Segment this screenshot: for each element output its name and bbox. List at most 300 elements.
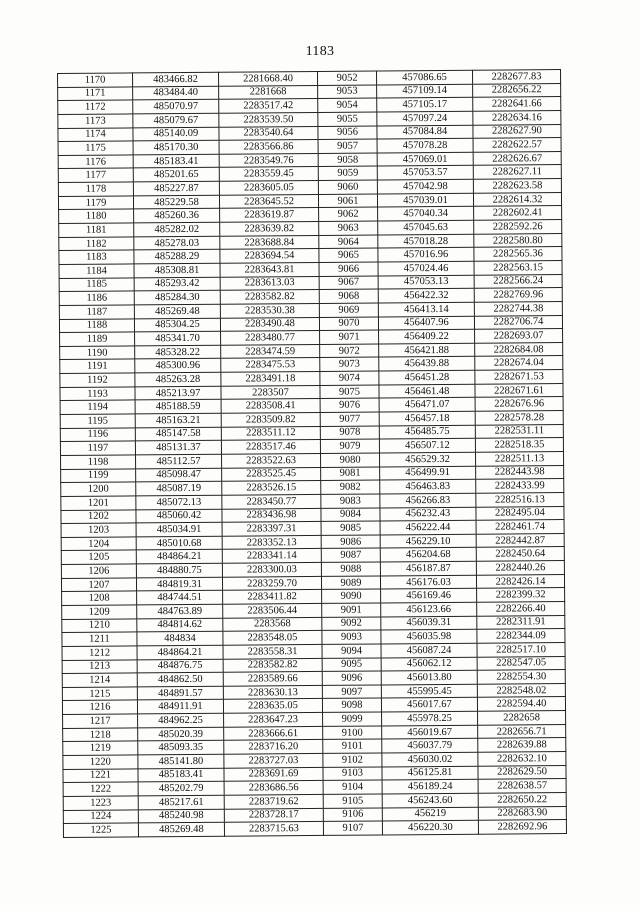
y-coord-b-cell: 2282531.11 xyxy=(475,424,563,438)
point-no-a-cell: 1191 xyxy=(60,359,135,373)
x-coord-a-cell: 485304.25 xyxy=(134,318,220,332)
x-coord-b-cell: 456037.79 xyxy=(382,739,478,753)
x-coord-a-cell: 485163.21 xyxy=(135,413,221,427)
point-no-a-cell: 1213 xyxy=(62,659,137,673)
x-coord-a-cell: 485147.58 xyxy=(135,427,221,441)
x-coord-a-cell: 484864.21 xyxy=(137,645,223,659)
x-coord-b-cell: 456232.43 xyxy=(380,507,476,521)
point-no-a-cell: 1182 xyxy=(59,237,134,251)
y-coord-a-cell: 2283645.52 xyxy=(219,194,318,208)
x-coord-b-cell: 456529.32 xyxy=(379,452,475,466)
x-coord-a-cell: 484763.89 xyxy=(137,604,223,618)
point-no-b-cell: 9093 xyxy=(322,630,381,644)
y-coord-b-cell: 2282629.50 xyxy=(478,765,566,779)
y-coord-a-cell: 2283558.31 xyxy=(223,644,322,658)
x-coord-b-cell: 457086.65 xyxy=(376,70,472,84)
point-no-a-cell: 1220 xyxy=(63,755,138,769)
y-coord-a-cell: 2283540.64 xyxy=(219,126,318,140)
y-coord-a-cell: 2283716.20 xyxy=(224,740,323,754)
x-coord-b-cell: 457042.98 xyxy=(377,179,473,193)
x-coord-b-cell: 456189.24 xyxy=(382,780,478,794)
point-no-b-cell: 9086 xyxy=(321,535,380,549)
point-no-a-cell: 1173 xyxy=(58,114,133,128)
x-coord-a-cell: 485020.39 xyxy=(138,727,224,741)
y-coord-a-cell: 2283549.76 xyxy=(219,153,318,167)
x-coord-a-cell: 485070.97 xyxy=(133,100,219,114)
point-no-b-cell: 9098 xyxy=(322,698,381,712)
y-coord-b-cell: 2282632.10 xyxy=(478,752,566,766)
point-no-b-cell: 9065 xyxy=(319,248,378,262)
x-coord-a-cell: 485284.30 xyxy=(134,290,220,304)
x-coord-b-cell: 457097.24 xyxy=(377,111,473,125)
x-coord-a-cell: 483484.40 xyxy=(133,86,219,100)
x-coord-a-cell: 485131.37 xyxy=(135,441,221,455)
x-coord-a-cell: 485202.79 xyxy=(138,782,224,796)
point-no-a-cell: 1171 xyxy=(58,87,133,101)
point-no-b-cell: 9058 xyxy=(318,153,377,167)
x-coord-a-cell: 485098.47 xyxy=(136,468,222,482)
y-coord-a-cell: 2283259.70 xyxy=(222,576,321,590)
y-coord-a-cell: 2283517.46 xyxy=(221,440,320,454)
point-no-b-cell: 9088 xyxy=(321,562,380,576)
y-coord-a-cell: 2283530.38 xyxy=(220,303,319,317)
y-coord-b-cell: 2282674.04 xyxy=(475,356,563,370)
y-coord-b-cell: 2282516.13 xyxy=(476,492,564,506)
point-no-b-cell: 9107 xyxy=(323,821,382,835)
y-coord-a-cell: 2283694.54 xyxy=(220,249,319,263)
x-coord-a-cell: 485293.42 xyxy=(134,277,220,291)
x-coord-a-cell: 484819.31 xyxy=(136,577,222,591)
y-coord-b-cell: 2282495.04 xyxy=(476,506,564,520)
y-coord-a-cell: 2283525.45 xyxy=(222,467,321,481)
point-no-a-cell: 1208 xyxy=(62,591,137,605)
point-no-a-cell: 1172 xyxy=(58,100,133,114)
y-coord-b-cell: 2282594.40 xyxy=(477,697,565,711)
y-coord-b-cell: 2282461.74 xyxy=(476,520,564,534)
point-no-a-cell: 1194 xyxy=(60,400,135,414)
x-coord-a-cell: 484834 xyxy=(137,631,223,645)
point-no-b-cell: 9067 xyxy=(319,276,378,290)
point-no-b-cell: 9063 xyxy=(319,221,378,235)
y-coord-a-cell: 2283639.82 xyxy=(220,221,319,235)
x-coord-b-cell: 456266.83 xyxy=(380,493,476,507)
y-coord-a-cell: 2283589.66 xyxy=(223,672,322,686)
x-coord-a-cell: 485170.30 xyxy=(133,140,219,154)
point-no-a-cell: 1193 xyxy=(60,387,135,401)
y-coord-b-cell: 2282656.22 xyxy=(473,83,561,97)
y-coord-b-cell: 2282602.41 xyxy=(474,206,562,220)
y-coord-b-cell: 2282399.32 xyxy=(477,588,565,602)
point-no-a-cell: 1210 xyxy=(62,619,137,633)
point-no-a-cell: 1222 xyxy=(63,782,138,796)
point-no-b-cell: 9074 xyxy=(320,371,379,385)
point-no-b-cell: 9084 xyxy=(321,507,380,521)
point-no-a-cell: 1221 xyxy=(63,769,138,783)
point-no-a-cell: 1215 xyxy=(62,687,137,701)
point-no-a-cell: 1224 xyxy=(63,809,138,823)
x-coord-b-cell: 457045.63 xyxy=(378,220,474,234)
y-coord-b-cell: 2282266.40 xyxy=(477,602,565,616)
y-coord-b-cell: 2282706.74 xyxy=(474,315,562,329)
y-coord-b-cell: 2282627.11 xyxy=(473,165,561,179)
y-coord-a-cell: 2283509.82 xyxy=(221,412,320,426)
x-coord-b-cell: 457084.84 xyxy=(377,125,473,139)
y-coord-a-cell: 2283475.53 xyxy=(221,358,320,372)
x-coord-b-cell: 456413.14 xyxy=(378,302,474,316)
y-coord-a-cell: 2283548.05 xyxy=(223,631,322,645)
y-coord-a-cell: 2283522.63 xyxy=(221,453,320,467)
point-no-b-cell: 9061 xyxy=(318,194,377,208)
x-coord-b-cell: 457109.14 xyxy=(377,84,473,98)
y-coord-b-cell: 2282641.66 xyxy=(473,97,561,111)
point-no-b-cell: 9104 xyxy=(323,780,382,794)
x-coord-b-cell: 456507.12 xyxy=(379,439,475,453)
point-no-b-cell: 9090 xyxy=(322,589,381,603)
point-no-a-cell: 1181 xyxy=(59,223,134,237)
point-no-a-cell: 1217 xyxy=(63,714,138,728)
point-no-a-cell: 1206 xyxy=(61,564,136,578)
point-no-b-cell: 9106 xyxy=(323,808,382,822)
x-coord-a-cell: 485263.28 xyxy=(135,372,221,386)
y-coord-a-cell: 2283568 xyxy=(223,617,322,631)
x-coord-a-cell: 485010.68 xyxy=(136,536,222,550)
point-no-b-cell: 9091 xyxy=(322,603,381,617)
y-coord-b-cell: 2282634.16 xyxy=(473,110,561,124)
y-coord-b-cell: 2282517.10 xyxy=(477,642,565,656)
point-no-b-cell: 9092 xyxy=(322,617,381,631)
point-no-b-cell: 9097 xyxy=(322,685,381,699)
x-coord-b-cell: 456409.22 xyxy=(379,329,475,343)
x-coord-b-cell: 456421.88 xyxy=(379,343,475,357)
y-coord-b-cell: 2282511.13 xyxy=(475,451,563,465)
point-no-b-cell: 9099 xyxy=(323,712,382,726)
x-coord-b-cell: 456439.88 xyxy=(379,357,475,371)
x-coord-a-cell: 485213.97 xyxy=(135,386,221,400)
point-no-a-cell: 1176 xyxy=(58,155,133,169)
x-coord-b-cell: 456461.48 xyxy=(379,384,475,398)
x-coord-a-cell: 485260.36 xyxy=(134,209,220,223)
x-coord-a-cell: 484962.25 xyxy=(138,713,224,727)
x-coord-a-cell: 484862.50 xyxy=(137,672,223,686)
y-coord-a-cell: 2283582.82 xyxy=(220,290,319,304)
point-no-b-cell: 9083 xyxy=(321,494,380,508)
y-coord-a-cell: 2283727.03 xyxy=(224,753,323,767)
y-coord-a-cell: 2283517.42 xyxy=(219,99,318,113)
point-no-b-cell: 9064 xyxy=(319,235,378,249)
x-coord-a-cell: 485282.02 xyxy=(134,222,220,236)
y-coord-a-cell: 2283491.18 xyxy=(221,372,320,386)
point-no-b-cell: 9096 xyxy=(322,671,381,685)
x-coord-b-cell: 456062.12 xyxy=(381,657,477,671)
x-coord-a-cell: 484876.75 xyxy=(137,659,223,673)
table-row xyxy=(63,820,566,838)
y-coord-a-cell: 2283436.98 xyxy=(222,508,321,522)
point-no-a-cell: 1179 xyxy=(58,196,133,210)
y-coord-b-cell: 2282443.98 xyxy=(476,465,564,479)
point-no-b-cell: 9054 xyxy=(318,98,377,112)
point-no-a-cell: 1196 xyxy=(60,428,135,442)
point-no-a-cell: 1197 xyxy=(60,441,135,455)
y-coord-b-cell: 2282440.26 xyxy=(476,561,564,575)
x-coord-b-cell: 456187.87 xyxy=(380,561,476,575)
point-no-b-cell: 9079 xyxy=(320,439,379,453)
point-no-b-cell: 9081 xyxy=(321,467,380,481)
y-coord-b-cell: 2282623.58 xyxy=(473,179,561,193)
x-coord-b-cell: 456013.80 xyxy=(381,670,477,684)
point-no-b-cell: 9052 xyxy=(317,71,376,85)
point-no-a-cell: 1198 xyxy=(61,455,136,469)
point-no-b-cell: 9087 xyxy=(321,548,380,562)
y-coord-b-cell: 2282450.64 xyxy=(476,547,564,561)
point-no-b-cell: 9080 xyxy=(320,453,379,467)
y-coord-b-cell: 2282650.22 xyxy=(478,792,566,806)
x-coord-a-cell: 485288.29 xyxy=(134,250,220,264)
x-coord-b-cell: 456463.83 xyxy=(380,479,476,493)
x-coord-b-cell: 456407.96 xyxy=(378,316,474,330)
x-coord-a-cell: 484880.75 xyxy=(136,563,222,577)
point-no-a-cell: 1178 xyxy=(58,182,133,196)
x-coord-a-cell: 484814.62 xyxy=(137,618,223,632)
x-coord-b-cell: 457053.13 xyxy=(378,275,474,289)
y-coord-b-cell: 2282639.88 xyxy=(478,738,566,752)
y-coord-b-cell: 2282626.67 xyxy=(473,151,561,165)
point-no-b-cell: 9105 xyxy=(323,794,382,808)
point-no-a-cell: 1223 xyxy=(63,796,138,810)
y-coord-a-cell: 2281668.40 xyxy=(218,71,317,85)
y-coord-b-cell: 2282614.32 xyxy=(473,192,561,206)
x-coord-a-cell: 485141.80 xyxy=(138,754,224,768)
x-coord-b-cell: 456087.24 xyxy=(381,643,477,657)
y-coord-b-cell: 2282627.90 xyxy=(473,124,561,138)
x-coord-a-cell: 485093.35 xyxy=(138,741,224,755)
x-coord-a-cell: 485140.09 xyxy=(133,127,219,141)
y-coord-b-cell: 2282578.28 xyxy=(475,411,563,425)
point-no-b-cell: 9078 xyxy=(320,426,379,440)
point-no-b-cell: 9055 xyxy=(318,112,377,126)
x-coord-a-cell: 485183.41 xyxy=(133,154,219,168)
point-no-b-cell: 9089 xyxy=(321,576,380,590)
point-no-a-cell: 1180 xyxy=(59,209,134,223)
x-coord-b-cell: 456222.44 xyxy=(380,520,476,534)
x-coord-a-cell: 484744.51 xyxy=(137,591,223,605)
y-coord-b-cell: 2282565.36 xyxy=(474,247,562,261)
point-no-b-cell: 9102 xyxy=(323,753,382,767)
point-no-b-cell: 9068 xyxy=(319,289,378,303)
point-no-a-cell: 1189 xyxy=(60,332,135,346)
x-coord-b-cell: 456125.81 xyxy=(382,766,478,780)
y-coord-a-cell: 2283341.14 xyxy=(222,549,321,563)
point-no-a-cell: 1199 xyxy=(61,468,136,482)
x-coord-b-cell: 457105.17 xyxy=(377,98,473,112)
point-no-a-cell: 1183 xyxy=(59,250,134,264)
x-coord-b-cell: 457069.01 xyxy=(377,152,473,166)
y-coord-b-cell: 2282433.99 xyxy=(476,479,564,493)
x-coord-a-cell: 485201.65 xyxy=(133,168,219,182)
y-coord-a-cell: 2283728.17 xyxy=(224,808,323,822)
x-coord-b-cell: 456219 xyxy=(382,807,478,821)
point-no-b-cell: 9057 xyxy=(318,139,377,153)
x-coord-b-cell: 456471.07 xyxy=(379,398,475,412)
y-coord-b-cell: 2282744.38 xyxy=(474,301,562,315)
point-no-a-cell: 1216 xyxy=(62,700,137,714)
x-coord-a-cell: 485269.48 xyxy=(134,304,220,318)
y-coord-b-cell: 2282638.57 xyxy=(478,779,566,793)
x-coord-b-cell: 456019.67 xyxy=(382,725,478,739)
x-coord-a-cell: 483466.82 xyxy=(133,72,219,86)
y-coord-a-cell: 2283630.13 xyxy=(223,685,322,699)
y-coord-a-cell: 2283566.86 xyxy=(219,140,318,154)
point-no-a-cell: 1188 xyxy=(59,318,134,332)
y-coord-a-cell: 2283539.50 xyxy=(219,112,318,126)
y-coord-a-cell: 2283582.82 xyxy=(223,658,322,672)
point-no-a-cell: 1187 xyxy=(59,305,134,319)
y-coord-a-cell: 2283605.05 xyxy=(219,181,318,195)
y-coord-a-cell: 2283300.03 xyxy=(222,563,321,577)
y-coord-b-cell: 2282769.96 xyxy=(474,288,562,302)
x-coord-a-cell: 485229.58 xyxy=(133,195,219,209)
point-no-b-cell: 9075 xyxy=(320,385,379,399)
x-coord-b-cell: 457024.46 xyxy=(378,261,474,275)
x-coord-a-cell: 485079.67 xyxy=(133,113,219,127)
x-coord-b-cell: 456017.67 xyxy=(381,698,477,712)
y-coord-a-cell: 2283508.41 xyxy=(221,399,320,413)
x-coord-a-cell: 485183.41 xyxy=(138,768,224,782)
y-coord-a-cell: 2283635.05 xyxy=(223,699,322,713)
y-coord-b-cell: 2282426.14 xyxy=(476,574,564,588)
x-coord-a-cell: 485227.87 xyxy=(133,181,219,195)
y-coord-b-cell: 2282344.09 xyxy=(477,629,565,643)
y-coord-a-cell: 2283474.59 xyxy=(221,344,320,358)
point-no-b-cell: 9059 xyxy=(318,166,377,180)
point-no-a-cell: 1170 xyxy=(58,73,133,87)
point-no-a-cell: 1219 xyxy=(63,741,138,755)
y-coord-a-cell: 2283619.87 xyxy=(220,208,319,222)
x-coord-a-cell: 485240.98 xyxy=(138,809,224,823)
y-coord-b-cell: 2282592.26 xyxy=(474,220,562,234)
y-coord-b-cell: 2282580.80 xyxy=(474,233,562,247)
y-coord-a-cell: 2283691.69 xyxy=(224,767,323,781)
y-coord-b-cell: 2282671.61 xyxy=(475,383,563,397)
y-coord-a-cell: 2283647.23 xyxy=(224,713,323,727)
point-no-b-cell: 9094 xyxy=(322,644,381,658)
point-no-b-cell: 9069 xyxy=(319,303,378,317)
y-coord-b-cell: 2282684.08 xyxy=(475,342,563,356)
x-coord-b-cell: 456030.02 xyxy=(382,752,478,766)
y-coord-b-cell: 2282683.90 xyxy=(478,806,566,820)
x-coord-a-cell: 484891.57 xyxy=(137,686,223,700)
x-coord-b-cell: 456457.18 xyxy=(379,411,475,425)
coordinate-table xyxy=(57,69,567,838)
x-coord-a-cell: 485300.96 xyxy=(135,359,221,373)
point-no-a-cell: 1214 xyxy=(62,673,137,687)
point-no-a-cell: 1184 xyxy=(59,264,134,278)
x-coord-b-cell: 456204.68 xyxy=(380,548,476,562)
y-coord-a-cell: 2283490.48 xyxy=(220,317,319,331)
x-coord-b-cell: 456229.10 xyxy=(380,534,476,548)
x-coord-a-cell: 485278.03 xyxy=(134,236,220,250)
point-no-b-cell: 9085 xyxy=(321,521,380,535)
point-no-a-cell: 1207 xyxy=(61,578,136,592)
point-no-b-cell: 9060 xyxy=(318,180,377,194)
x-coord-a-cell: 485188.59 xyxy=(135,400,221,414)
x-coord-a-cell: 485087.19 xyxy=(136,481,222,495)
point-no-b-cell: 9056 xyxy=(318,126,377,140)
point-no-b-cell: 9095 xyxy=(322,658,381,672)
y-coord-a-cell: 2283686.56 xyxy=(224,781,323,795)
y-coord-a-cell: 2283480.77 xyxy=(221,331,320,345)
y-coord-b-cell: 2282671.53 xyxy=(475,370,563,384)
y-coord-a-cell: 2283506.44 xyxy=(223,603,322,617)
x-coord-a-cell: 484911.91 xyxy=(137,700,223,714)
y-coord-b-cell: 2282693.07 xyxy=(475,329,563,343)
x-coord-b-cell: 456220.30 xyxy=(382,820,478,834)
y-coord-a-cell: 2283643.81 xyxy=(220,262,319,276)
point-no-b-cell: 9103 xyxy=(323,767,382,781)
y-coord-a-cell: 2283507 xyxy=(221,385,320,399)
point-no-a-cell: 1195 xyxy=(60,414,135,428)
y-coord-b-cell: 2282563.15 xyxy=(474,261,562,275)
y-coord-a-cell: 2283352.13 xyxy=(222,535,321,549)
point-no-a-cell: 1203 xyxy=(61,523,136,537)
x-coord-a-cell: 485060.42 xyxy=(136,509,222,523)
y-coord-b-cell: 2282692.96 xyxy=(478,820,566,834)
point-no-b-cell: 9070 xyxy=(319,317,378,331)
y-coord-a-cell: 2283719.62 xyxy=(224,794,323,808)
y-coord-a-cell: 2283411.82 xyxy=(223,590,322,604)
point-no-a-cell: 1185 xyxy=(59,278,134,292)
x-coord-b-cell: 456176.03 xyxy=(380,575,476,589)
point-no-a-cell: 1200 xyxy=(61,482,136,496)
y-coord-b-cell: 2282554.30 xyxy=(477,670,565,684)
point-no-a-cell: 1192 xyxy=(60,373,135,387)
y-coord-a-cell: 2283450.77 xyxy=(222,494,321,508)
x-coord-b-cell: 455995.45 xyxy=(381,684,477,698)
point-no-b-cell: 9100 xyxy=(323,726,382,740)
x-coord-b-cell: 457016.96 xyxy=(378,248,474,262)
y-coord-a-cell: 2283715.63 xyxy=(224,822,323,836)
y-coord-b-cell: 2282547.05 xyxy=(477,656,565,670)
y-coord-b-cell: 2282548.02 xyxy=(477,683,565,697)
y-coord-a-cell: 2283511.12 xyxy=(221,426,320,440)
x-coord-b-cell: 456243.60 xyxy=(382,793,478,807)
y-coord-a-cell: 2283526.15 xyxy=(222,481,321,495)
point-no-a-cell: 1209 xyxy=(62,605,137,619)
x-coord-a-cell: 485341.70 xyxy=(135,331,221,345)
y-coord-a-cell: 2283559.45 xyxy=(219,167,318,181)
x-coord-b-cell: 456451.28 xyxy=(379,370,475,384)
point-no-a-cell: 1177 xyxy=(58,168,133,182)
y-coord-b-cell: 2282622.57 xyxy=(473,138,561,152)
x-coord-b-cell: 456035.98 xyxy=(381,629,477,643)
y-coord-b-cell: 2282566.24 xyxy=(474,274,562,288)
x-coord-a-cell: 485112.57 xyxy=(136,454,222,468)
x-coord-a-cell: 485072.13 xyxy=(136,495,222,509)
x-coord-b-cell: 456422.32 xyxy=(378,288,474,302)
x-coord-b-cell: 456499.91 xyxy=(380,466,476,480)
point-no-a-cell: 1218 xyxy=(63,728,138,742)
y-coord-b-cell: 2282658 xyxy=(478,711,566,725)
x-coord-b-cell: 457039.01 xyxy=(377,193,473,207)
point-no-a-cell: 1190 xyxy=(60,346,135,360)
point-no-a-cell: 1204 xyxy=(61,537,136,551)
point-no-b-cell: 9076 xyxy=(320,398,379,412)
y-coord-a-cell: 2283666.61 xyxy=(224,726,323,740)
x-coord-a-cell: 484864.21 xyxy=(136,550,222,564)
y-coord-b-cell: 2282442.87 xyxy=(476,533,564,547)
x-coord-b-cell: 457018.28 xyxy=(378,234,474,248)
x-coord-b-cell: 456039.31 xyxy=(381,616,477,630)
point-no-b-cell: 9073 xyxy=(320,357,379,371)
